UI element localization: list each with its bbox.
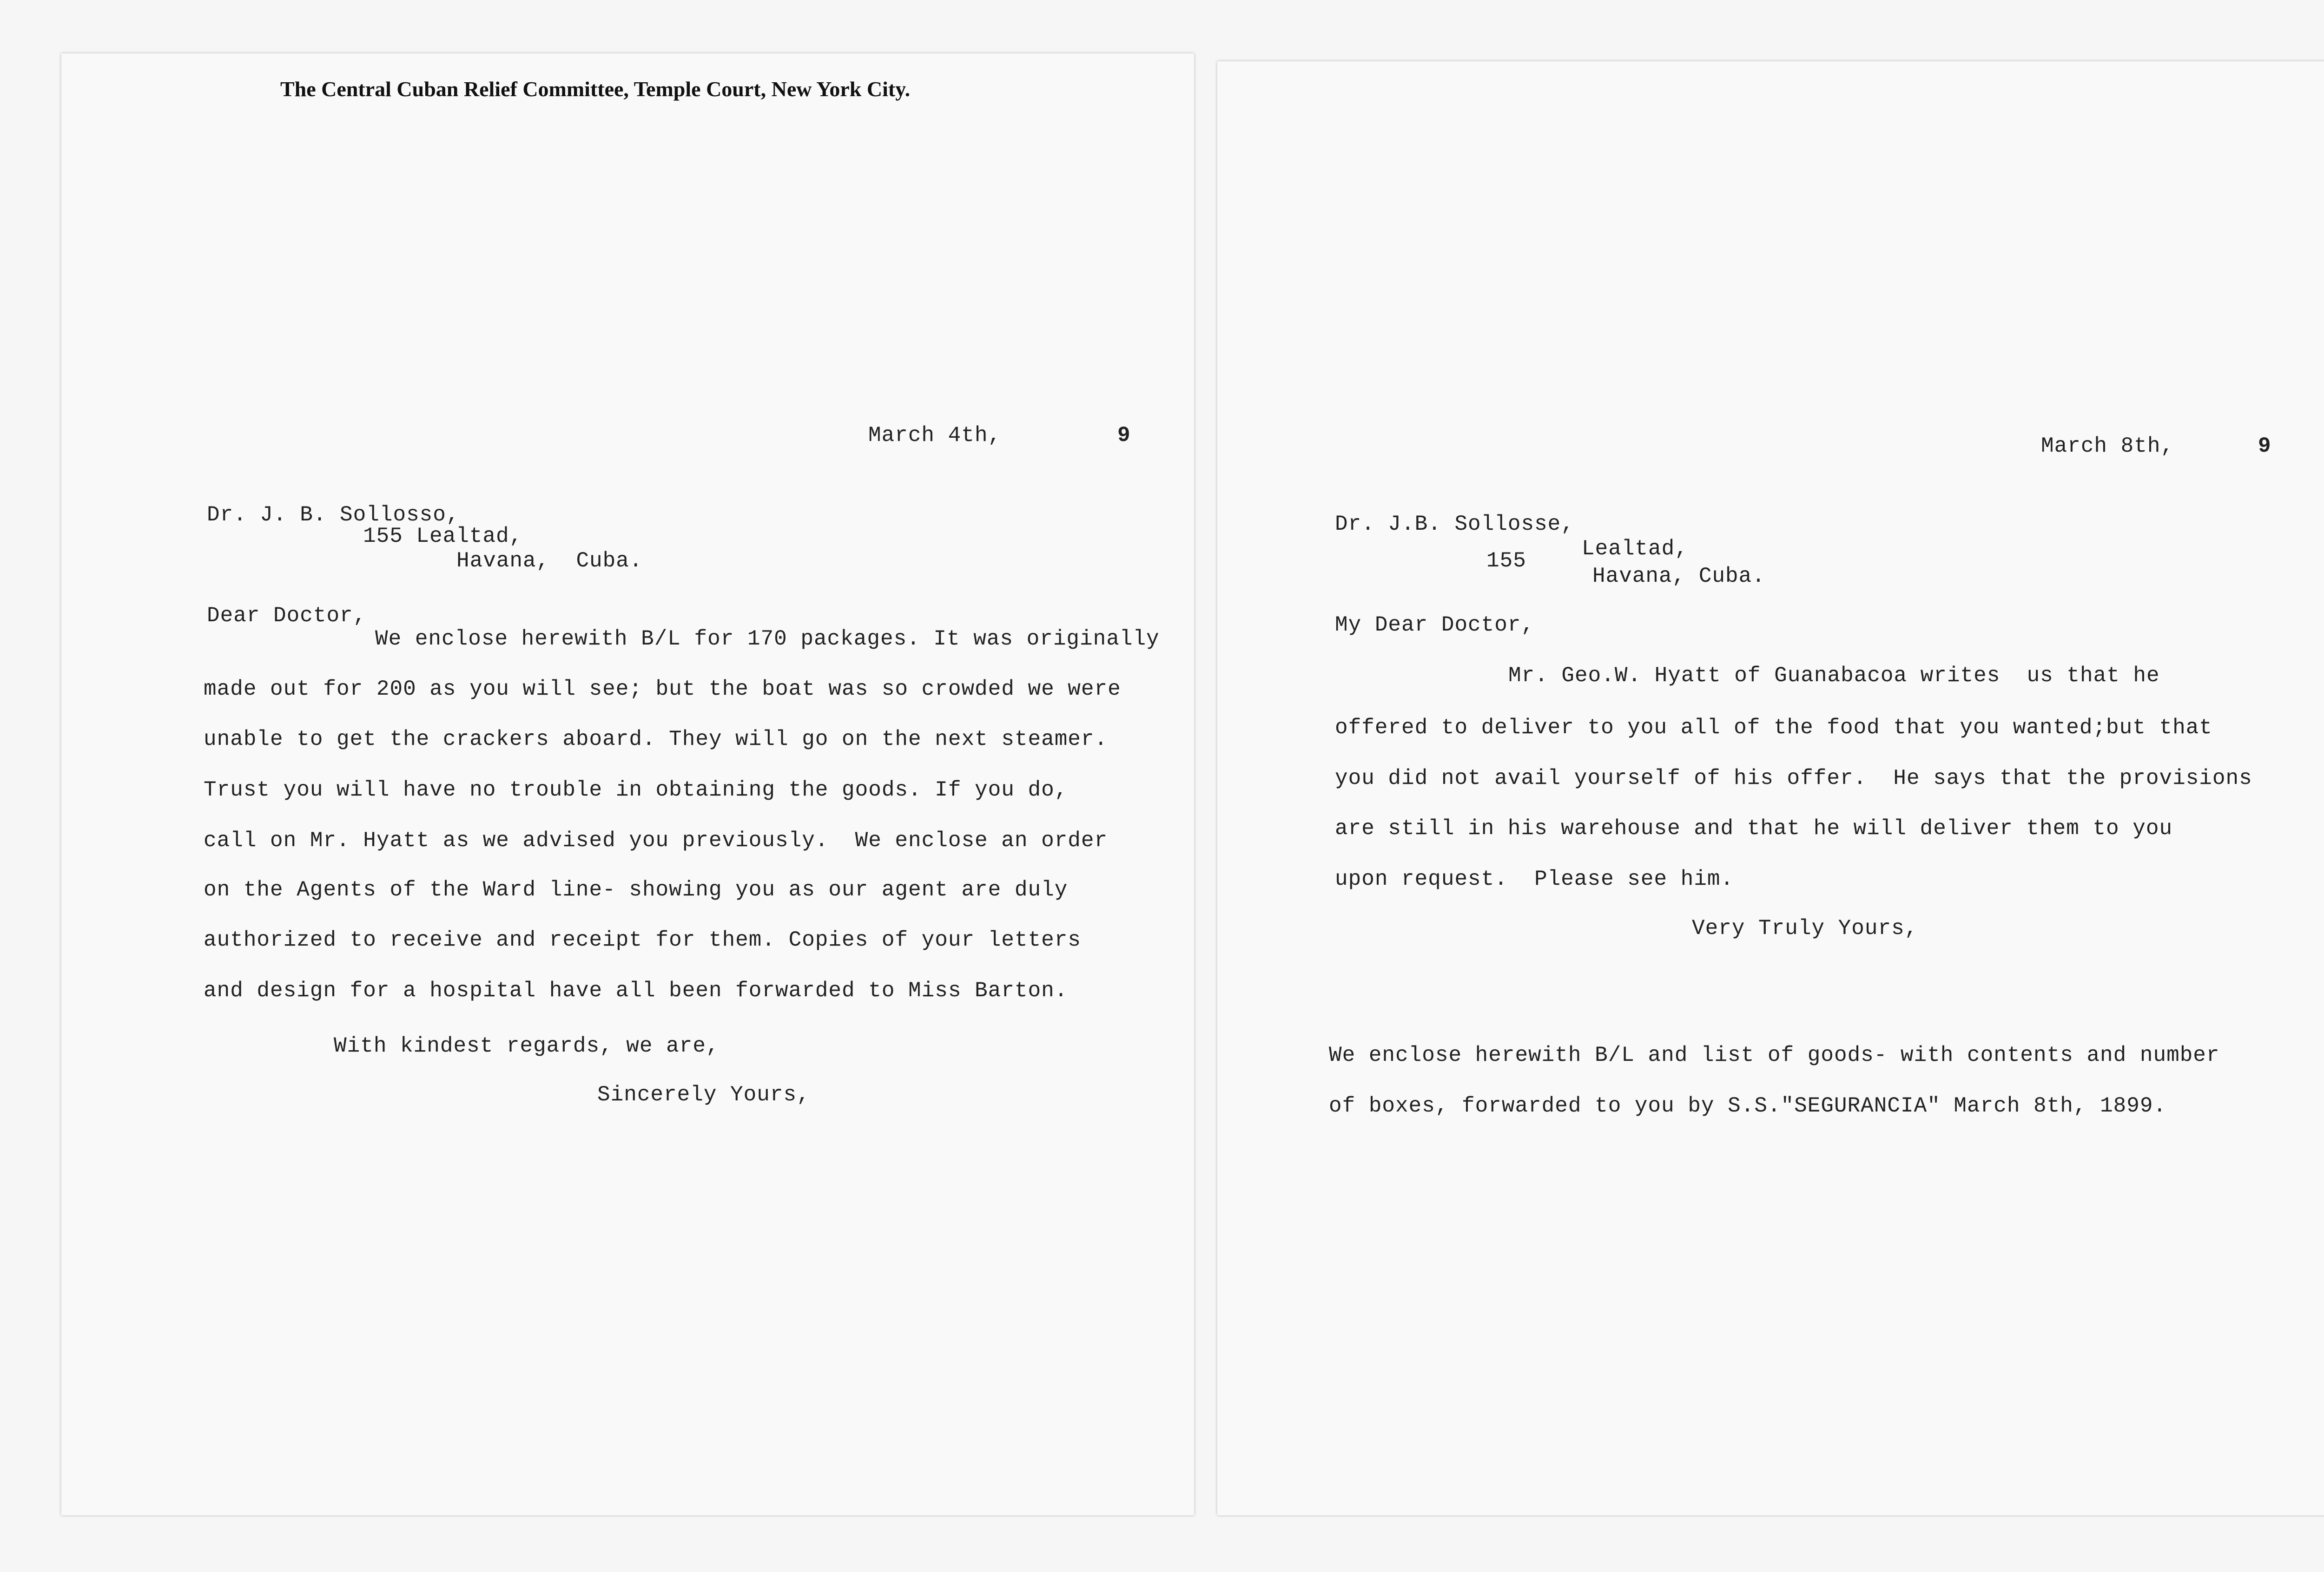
letter1-year: 9 (1117, 423, 1131, 447)
letter1-body-line: on the Agents of the Ward line- showing you as our agent are duly (204, 878, 1068, 902)
letter1-addressee-city: Havana, Cuba. (456, 549, 643, 573)
letter2-postscript-line: We enclose herewith B/L and list of goods- with contents and number (1329, 1043, 2220, 1067)
letter2-street-number: 155 (1486, 549, 1526, 573)
letter1-signoff: Sincerely Yours, (597, 1083, 810, 1107)
letter2-addressee-name: Dr. J.B. Sollosse, (1335, 512, 1574, 536)
letter1-salutation: Dear Doctor, (207, 604, 367, 628)
letter2-body-line: are still in his warehouse and that he will deliver them to you (1335, 816, 2173, 841)
letter1-body-line: authorized to receive and receipt for them. Copies of your letters (204, 928, 1081, 952)
letter2-body-line: Mr. Geo.W. Hyatt of Guanabacoa writes us that he (1508, 664, 2160, 688)
letter2-date: March 8th, (2041, 434, 2174, 458)
letter1-body-line: call on Mr. Hyatt as we advised you previously. We enclose an order (204, 829, 1108, 853)
letter2-body-line: upon request. Please see him. (1335, 867, 1734, 891)
letter2-signoff: Very Truly Yours, (1692, 916, 1918, 941)
letter2-body-line: you did not avail yourself of his offer. He says that the provisions (1335, 766, 2252, 790)
letter1-body-line: made out for 200 as you will see; but the boat was so crowded we were (204, 677, 1121, 701)
letter1-addressee-name: Dr. J. B. Sollosso, (207, 503, 460, 527)
letter2-year: 9 (2258, 434, 2271, 458)
letter1-body-line: and design for a hospital have all been forwarded to Miss Barton. (204, 979, 1068, 1003)
letter1-body-line: Trust you will have no trouble in obtaining the goods. If you do, (204, 778, 1068, 802)
letter2-postscript-line: of boxes, forwarded to you by S.S."SEGURANCIA" March 8th, 1899. (1329, 1094, 2167, 1118)
letter1-closing: With kindest regards, we are, (334, 1034, 720, 1058)
letter2-city: Havana, Cuba. (1592, 564, 1765, 588)
letterhead: The Central Cuban Relief Committee, Temple Court, New York City. (280, 77, 911, 101)
letter1-body-line: We enclose herewith B/L for 170 packages. It was originally (375, 627, 1160, 651)
letter1-addressee-street: 155 Lealtad, (363, 524, 523, 548)
letter2-salutation: My Dear Doctor, (1335, 613, 1535, 637)
letter1-date: March 4th, (868, 423, 1002, 447)
letter1-body-line: unable to get the crackers aboard. They will go on the next steamer. (204, 727, 1108, 751)
letter2-body-line: offered to deliver to you all of the food that you wanted;but that (1335, 716, 2212, 740)
letter2-street: Lealtad, (1582, 537, 1688, 561)
